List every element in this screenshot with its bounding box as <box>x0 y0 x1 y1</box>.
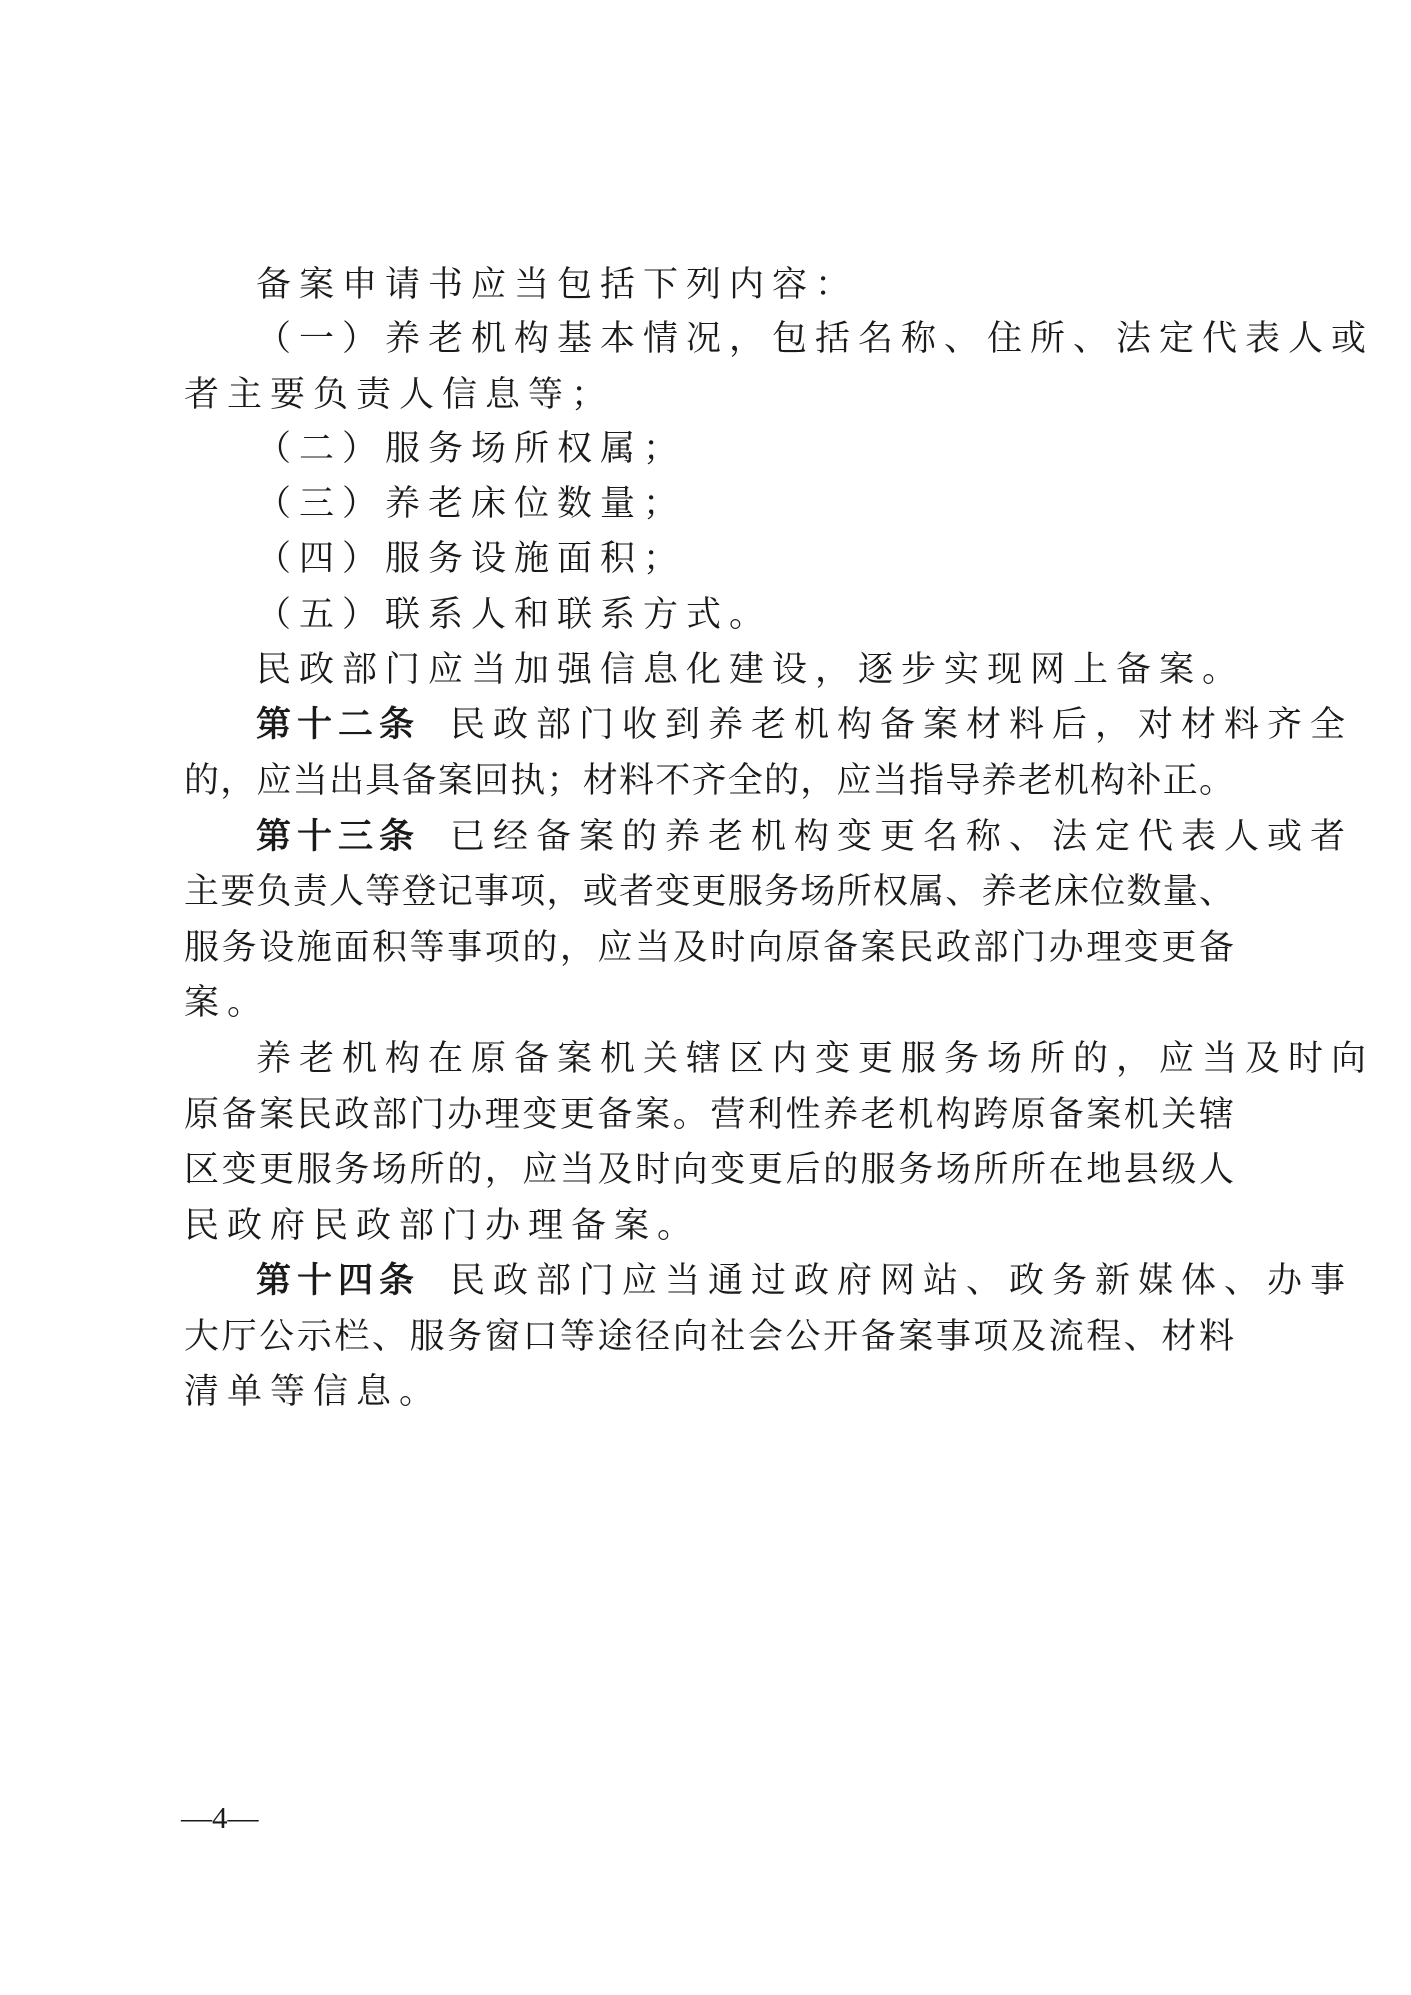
article-13-text: 已经备案的养老机构变更名称、法定代表人或者 <box>450 817 1354 857</box>
paragraph-online-filing: 民政部门应当加强信息化建设，逐步实现网上备案。 <box>256 650 1246 690</box>
article-13-line-3: 服务设施面积等事项的，应当及时向原备案民政部门办理变更备 <box>184 928 1234 968</box>
article-13-line-2: 主要负责人等登记事项，或者变更服务场所权属、养老床位数量、 <box>184 872 1234 912</box>
list-item-2: （二）服务场所权属； <box>256 429 687 469</box>
list-item-3: （三）养老床位数量； <box>256 484 687 524</box>
list-item-4: （四）服务设施面积； <box>256 539 687 579</box>
paragraph-relocation-line-4: 民政府民政部门办理备案。 <box>184 1206 701 1246</box>
article-12-text: 民政部门收到养老机构备案材料后，对材料齐全 <box>450 705 1354 745</box>
paragraph-intro: 备案申请书应当包括下列内容： <box>256 265 859 305</box>
article-14-heading: 第十四条 <box>256 1261 421 1301</box>
list-item-1-continued: 者主要负责人信息等； <box>184 375 615 415</box>
paragraph-relocation-line-1: 养老机构在原备案机关辖区内变更服务场所的，应当及时向 <box>256 1039 1375 1079</box>
paragraph-relocation-line-3: 区变更服务场所的，应当及时向变更后的服务场所所在地县级人 <box>184 1150 1234 1190</box>
article-12-continued: 的，应当出具备案回执；材料不齐全的，应当指导养老机构补正。 <box>184 761 1234 801</box>
paragraph-relocation-line-2: 原备案民政部门办理变更备案。营利性养老机构跨原备案机关辖 <box>184 1095 1234 1135</box>
article-14-first-line <box>256 1256 1353 1306</box>
article-13-line-4: 案。 <box>184 983 271 1023</box>
article-14-line-2: 大厅公示栏、服务窗口等途径向社会公开备案事项及流程、材料 <box>184 1317 1234 1357</box>
list-item-5: （五）联系人和联系方式。 <box>256 595 773 635</box>
article-14-text: 民政部门应当通过政府网站、政务新媒体、办事 <box>450 1261 1354 1301</box>
article-13-first-line <box>256 812 1353 862</box>
article-13-heading: 第十三条 <box>256 817 421 857</box>
article-14-line-3: 清单等信息。 <box>184 1372 443 1412</box>
list-item-1: （一）养老机构基本情况，包括名称、住所、法定代表人或 <box>256 319 1375 359</box>
article-12-first-line <box>256 700 1353 750</box>
page-number: —4— <box>181 1800 259 1835</box>
article-12-heading: 第十二条 <box>256 705 421 745</box>
